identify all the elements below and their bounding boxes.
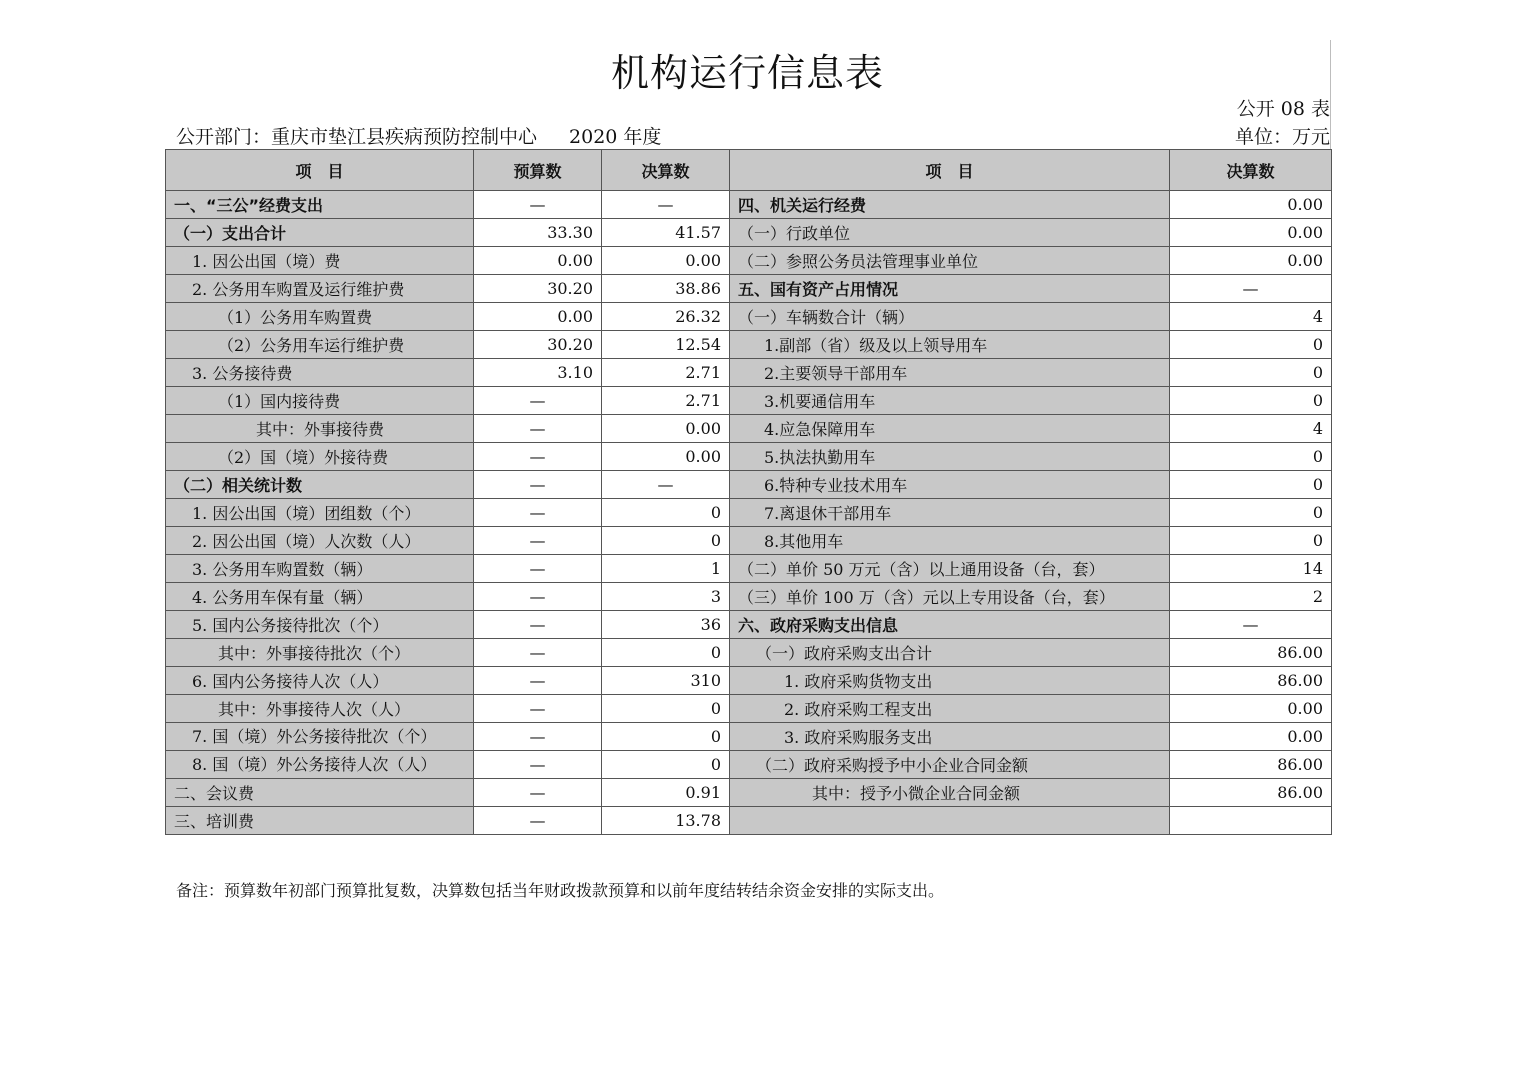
table-row — [166, 555, 1332, 583]
table-row — [166, 807, 1332, 835]
row-label: 6. 国内公务接待人次（人） — [166, 667, 474, 695]
budget-value: 0.00 — [474, 247, 602, 275]
table-row — [166, 331, 1332, 359]
final-value: 38.86 — [602, 275, 730, 303]
row-label: （二）相关统计数 — [166, 471, 474, 499]
right-label: 7.离退休干部用车 — [730, 499, 1170, 527]
right-label: （二）单价 50 万元（含）以上通用设备（台，套） — [730, 555, 1170, 583]
budget-value: 30.20 — [474, 331, 602, 359]
row-label: 一、“三公”经费支出 — [166, 191, 474, 219]
final-value: 0 — [602, 751, 730, 779]
right-value: 0.00 — [1170, 695, 1332, 723]
row-label: 其中：外事接待人次（人） — [166, 695, 474, 723]
budget-value: 33.30 — [474, 219, 602, 247]
right-label: 1. 政府采购货物支出 — [730, 667, 1170, 695]
right-label: 2.主要领导干部用车 — [730, 359, 1170, 387]
unit-label: 单位：万元 — [1234, 126, 1330, 148]
right-value — [1170, 807, 1332, 835]
final-value: 0.00 — [602, 443, 730, 471]
right-label: （三）单价 100 万（含）元以上专用设备（台，套） — [730, 583, 1170, 611]
right-value: 0 — [1170, 331, 1332, 359]
budget-value: 3.10 — [474, 359, 602, 387]
budget-value: — — [474, 527, 602, 555]
right-label: 五、国有资产占用情况 — [730, 275, 1170, 303]
right-value: 0 — [1170, 471, 1332, 499]
right-label — [730, 807, 1170, 835]
right-label: （一）车辆数合计（辆） — [730, 303, 1170, 331]
final-value: — — [602, 471, 730, 499]
form-number: 公开 08 表 — [1236, 98, 1330, 120]
right-label: 2. 政府采购工程支出 — [730, 695, 1170, 723]
row-label: 三、培训费 — [166, 807, 474, 835]
table-row — [166, 191, 1332, 219]
table-row — [166, 415, 1332, 443]
table-row — [166, 359, 1332, 387]
final-value: 12.54 — [602, 331, 730, 359]
row-label: 其中：外事接待批次（个） — [166, 639, 474, 667]
department-name: 公开部门：重庆市垫江县疾病预防控制中心 — [176, 126, 538, 148]
budget-value: — — [474, 723, 602, 751]
table-row — [166, 611, 1332, 639]
right-value: 0 — [1170, 359, 1332, 387]
right-value: 14 — [1170, 555, 1332, 583]
table-row — [166, 667, 1332, 695]
institution-operation-table — [165, 149, 1332, 835]
budget-value: — — [474, 695, 602, 723]
final-value: 13.78 — [602, 807, 730, 835]
row-label: 其中：外事接待费 — [166, 415, 474, 443]
table-row — [166, 275, 1332, 303]
row-label: 3. 公务接待费 — [166, 359, 474, 387]
right-value: 0 — [1170, 499, 1332, 527]
right-value: 0.00 — [1170, 219, 1332, 247]
table-row — [166, 387, 1332, 415]
table-row — [166, 779, 1332, 807]
table-row — [166, 219, 1332, 247]
header-budget: 预算数 — [474, 150, 602, 191]
right-value: 0 — [1170, 443, 1332, 471]
row-label: 2. 公务用车购置及运行维护费 — [166, 275, 474, 303]
header-final: 决算数 — [602, 150, 730, 191]
final-value: 0 — [602, 527, 730, 555]
budget-value: — — [474, 443, 602, 471]
table-row — [166, 527, 1332, 555]
final-value: 2.71 — [602, 387, 730, 415]
header-item: 项 目 — [166, 150, 474, 191]
table-row — [166, 303, 1332, 331]
right-label: 1.副部（省）级及以上领导用车 — [730, 331, 1170, 359]
row-label: 1. 因公出国（境）费 — [166, 247, 474, 275]
right-value: 4 — [1170, 303, 1332, 331]
budget-value: — — [474, 667, 602, 695]
budget-value: — — [474, 611, 602, 639]
final-value: 0.91 — [602, 779, 730, 807]
right-value: 0 — [1170, 527, 1332, 555]
table-row — [166, 247, 1332, 275]
row-label: 8. 国（境）外公务接待人次（人） — [166, 751, 474, 779]
budget-value: — — [474, 583, 602, 611]
right-label: （一）行政单位 — [730, 219, 1170, 247]
right-label: 其中：授予小微企业合同金额 — [730, 779, 1170, 807]
table-row — [166, 751, 1332, 779]
row-label: 二、会议费 — [166, 779, 474, 807]
right-label: 3.机要通信用车 — [730, 387, 1170, 415]
budget-value: — — [474, 639, 602, 667]
budget-value: — — [474, 751, 602, 779]
right-label: 8.其他用车 — [730, 527, 1170, 555]
budget-value: — — [474, 807, 602, 835]
right-label: 六、政府采购支出信息 — [730, 611, 1170, 639]
right-label: （一）政府采购支出合计 — [730, 639, 1170, 667]
final-value: 3 — [602, 583, 730, 611]
table-row — [166, 583, 1332, 611]
right-label: 6.特种专业技术用车 — [730, 471, 1170, 499]
budget-value: — — [474, 191, 602, 219]
budget-value: — — [474, 387, 602, 415]
final-value: 26.32 — [602, 303, 730, 331]
table-row — [166, 695, 1332, 723]
right-label: 3. 政府采购服务支出 — [730, 723, 1170, 751]
row-label: 4. 公务用车保有量（辆） — [166, 583, 474, 611]
budget-value: 0.00 — [474, 303, 602, 331]
right-value: 86.00 — [1170, 779, 1332, 807]
right-value: 0.00 — [1170, 723, 1332, 751]
right-value: 86.00 — [1170, 751, 1332, 779]
right-value: 0.00 — [1170, 247, 1332, 275]
row-label: 1. 因公出国（境）团组数（个） — [166, 499, 474, 527]
right-value: 4 — [1170, 415, 1332, 443]
header-final-right: 决算数 — [1170, 150, 1332, 191]
footnote: 备注：预算数年初部门预算批复数，决算数包括当年财政拨款预算和以前年度结转结余资金安排的实际支出。 — [176, 881, 945, 900]
row-label: （2）国（境）外接待费 — [166, 443, 474, 471]
final-value: 0 — [602, 723, 730, 751]
budget-value: — — [474, 779, 602, 807]
budget-value: — — [474, 471, 602, 499]
row-label: 2. 因公出国（境）人次数（人） — [166, 527, 474, 555]
table-row — [166, 639, 1332, 667]
row-label: 3. 公务用车购置数（辆） — [166, 555, 474, 583]
final-value: 1 — [602, 555, 730, 583]
budget-value: — — [474, 499, 602, 527]
table-header-row — [166, 150, 1332, 191]
right-value: 2 — [1170, 583, 1332, 611]
table-row — [166, 443, 1332, 471]
row-label: 5. 国内公务接待批次（个） — [166, 611, 474, 639]
final-value: 0.00 — [602, 415, 730, 443]
right-label: 四、机关运行经费 — [730, 191, 1170, 219]
right-label: 4.应急保障用车 — [730, 415, 1170, 443]
final-value: 2.71 — [602, 359, 730, 387]
row-label: 7. 国（境）外公务接待批次（个） — [166, 723, 474, 751]
final-value: 36 — [602, 611, 730, 639]
final-value: 310 — [602, 667, 730, 695]
right-value: — — [1170, 275, 1332, 303]
final-value: 0.00 — [602, 247, 730, 275]
final-value: 0 — [602, 639, 730, 667]
budget-value: 30.20 — [474, 275, 602, 303]
final-value: — — [602, 191, 730, 219]
right-value: 86.00 — [1170, 667, 1332, 695]
table-row — [166, 723, 1332, 751]
final-value: 41.57 — [602, 219, 730, 247]
header-item-right: 项 目 — [730, 150, 1170, 191]
department-line — [176, 122, 661, 149]
budget-value: — — [474, 415, 602, 443]
row-label: （1）公务用车购置费 — [166, 303, 474, 331]
right-value: — — [1170, 611, 1332, 639]
row-label: （1）国内接待费 — [166, 387, 474, 415]
final-value: 0 — [602, 695, 730, 723]
right-label: （二）参照公务员法管理事业单位 — [730, 247, 1170, 275]
table-row — [166, 471, 1332, 499]
table-row — [166, 499, 1332, 527]
right-value: 0 — [1170, 387, 1332, 415]
right-value: 0.00 — [1170, 191, 1332, 219]
fiscal-year: 2020 年度 — [569, 126, 662, 148]
right-label: 5.执法执勤用车 — [730, 443, 1170, 471]
row-label: （2）公务用车运行维护费 — [166, 331, 474, 359]
right-value: 86.00 — [1170, 639, 1332, 667]
page-title: 机构运行信息表 — [610, 51, 884, 95]
right-label: （二）政府采购授予中小企业合同金额 — [730, 751, 1170, 779]
row-label: （一）支出合计 — [166, 219, 474, 247]
final-value: 0 — [602, 499, 730, 527]
budget-value: — — [474, 555, 602, 583]
